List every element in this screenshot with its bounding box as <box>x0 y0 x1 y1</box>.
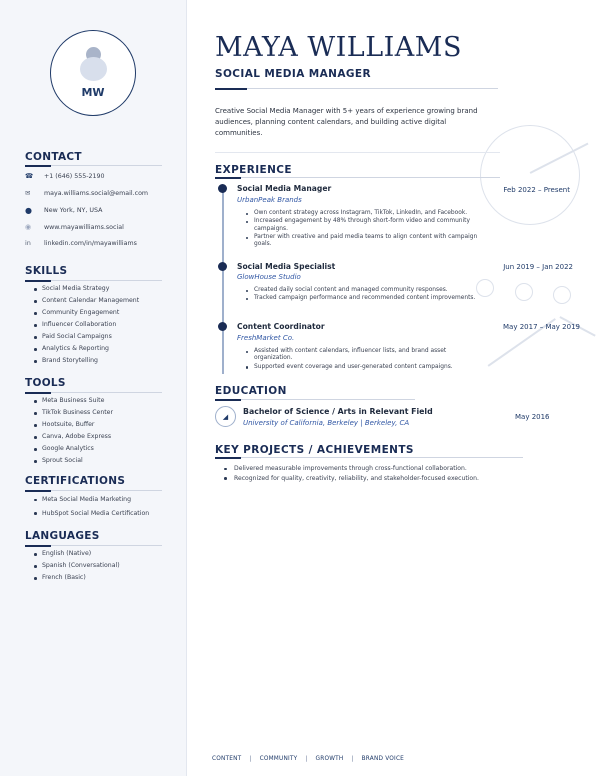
tool-item: Google Analytics <box>34 443 113 455</box>
skill-item: Influencer Collaboration <box>34 319 139 331</box>
contact-heading: CONTACT <box>25 151 82 163</box>
job-dates: Feb 2022 – Present <box>503 186 570 194</box>
language-item: French (Basic) <box>34 572 120 584</box>
footer-separator: | <box>351 756 354 762</box>
contact-linkedin-text[interactable]: linkedin.com/in/mayawilliams <box>44 239 137 247</box>
skill-item: Community Engagement <box>34 307 139 319</box>
job-bullet: Partner with creative and paid media teams to align content with campaign goals. <box>246 234 482 249</box>
timeline-dot <box>218 262 227 271</box>
footer-tag: CONTENT <box>212 756 242 762</box>
project-item: Delivered measurable improvements through cross-functional collaboration. <box>224 464 479 474</box>
profile-summary: Creative Social Media Manager with 5+ years of experience growing brand audiences, planning content calendars, and building active digital communities. <box>215 107 478 137</box>
timeline-dot <box>218 322 227 331</box>
skills-heading: SKILLS <box>25 265 68 277</box>
contact-location <box>25 204 102 216</box>
languages-heading: LANGUAGES <box>25 530 100 542</box>
languages-list <box>34 548 120 584</box>
job-bullet: Assisted with content calendars, influencer lists, and brand asset organization. <box>246 348 482 363</box>
languages-divider <box>25 545 162 546</box>
candidate-title: SOCIAL MEDIA MANAGER <box>215 68 371 80</box>
location-icon: ● <box>25 205 32 215</box>
certifications-divider <box>25 490 162 491</box>
job-bullet: Own content strategy across Instagram, TikTok, LinkedIn, and Facebook. <box>246 210 482 217</box>
contact-divider <box>25 165 162 166</box>
skill-item: Brand Storytelling <box>34 355 139 367</box>
linkedin-icon: in <box>25 239 31 247</box>
experience-heading: EXPERIENCE <box>215 164 292 176</box>
education-degree: Bachelor of Science / Arts in Relevant Field <box>243 407 433 416</box>
experience-timeline <box>222 187 224 374</box>
avatar-body-shape <box>80 57 107 81</box>
contact-phone <box>25 170 105 182</box>
contact-email-text[interactable]: maya.williams.social@email.com <box>44 189 149 197</box>
tool-item: Sprout Social <box>34 455 113 467</box>
job-title: Social Media Manager <box>237 184 332 193</box>
footer-separator: | <box>305 756 308 762</box>
phone-icon: ☎ <box>25 172 34 180</box>
certification-item: Meta Social Media Marketing <box>34 493 149 507</box>
certifications-heading: CERTIFICATIONS <box>25 475 126 487</box>
contact-website-text[interactable]: www.mayawilliams.social <box>44 223 124 231</box>
contact-phone-text: +1 (646) 555-2190 <box>44 172 105 180</box>
job-company: FreshMarket Co. <box>237 334 295 342</box>
skill-item: Analytics & Reporting <box>34 343 139 355</box>
avatar-initials: MW <box>81 86 105 99</box>
experience-divider <box>215 177 500 178</box>
education-divider <box>215 399 415 400</box>
projects-heading: KEY PROJECTS / ACHIEVEMENTS <box>215 444 414 456</box>
tools-divider <box>25 392 162 393</box>
skill-item: Paid Social Campaigns <box>34 331 139 343</box>
avatar <box>50 30 136 116</box>
candidate-name: MAYA WILLIAMS <box>215 32 462 63</box>
graduation-icon: ◢ <box>215 406 236 427</box>
skills-list <box>34 283 139 367</box>
summary-divider <box>215 152 500 153</box>
skill-item: Content Calendar Management <box>34 295 139 307</box>
footer-tags <box>212 756 404 762</box>
education-date: May 2016 <box>515 413 550 421</box>
tool-item: TikTok Business Center <box>34 407 113 419</box>
footer-tag: COMMUNITY <box>259 756 298 762</box>
job-title: Content Coordinator <box>237 322 325 331</box>
tool-item: Canva, Adobe Express <box>34 431 113 443</box>
job-company: UrbanPeak Brands <box>237 196 302 204</box>
footer-tag: GROWTH <box>315 756 344 762</box>
website-icon: ◉ <box>25 223 32 231</box>
language-item: Spanish (Conversational) <box>34 560 120 572</box>
language-item: English (Native) <box>34 548 120 560</box>
job-bullet: Increased engagement by 48% through short-form video and community campaigns. <box>246 218 482 233</box>
skill-item: Social Media Strategy <box>34 283 139 295</box>
job-bullets <box>246 210 482 249</box>
timeline-dot <box>218 184 227 193</box>
job-dates: May 2017 – May 2019 <box>503 323 580 331</box>
skills-divider <box>25 280 162 281</box>
certification-item: HubSpot Social Media Certification <box>34 507 149 521</box>
job-bullets <box>246 348 482 372</box>
job-bullet: Tracked campaign performance and recommended content improvements. <box>246 295 482 302</box>
contact-website[interactable] <box>25 221 124 233</box>
tools-list <box>34 395 113 467</box>
decorative-circle-large <box>480 125 580 225</box>
projects-list <box>224 464 479 483</box>
job-dates: Jun 2019 – Jan 2022 <box>503 263 573 271</box>
tool-item: Meta Business Suite <box>34 395 113 407</box>
footer-separator: | <box>249 756 252 762</box>
job-bullet: Created daily social content and managed community responses. <box>246 287 482 294</box>
job-company: GlowHouse Studio <box>237 273 301 281</box>
contact-location-text: New York, NY, USA <box>44 206 103 214</box>
tools-heading: TOOLS <box>25 377 66 389</box>
certifications-list <box>34 493 149 520</box>
footer-tag: BRAND VOICE <box>361 756 405 762</box>
job-title: Social Media Specialist <box>237 262 336 271</box>
contact-linkedin[interactable] <box>25 237 137 249</box>
decorative-circle-small <box>553 286 571 304</box>
decorative-circle-small <box>515 283 533 301</box>
job-bullets <box>246 287 482 303</box>
project-item: Recognized for quality, creativity, reliability, and stakeholder-focused execution. <box>224 474 479 484</box>
email-icon: ✉ <box>25 189 31 197</box>
contact-email[interactable] <box>25 187 148 199</box>
projects-divider <box>215 457 523 458</box>
job-bullet: Supported event coverage and user-generated content campaigns. <box>246 364 482 371</box>
tool-item: Hootsuite, Buffer <box>34 419 113 431</box>
education-heading: EDUCATION <box>215 385 287 397</box>
title-divider <box>215 88 498 89</box>
education-school: University of California, Berkeley | Berkeley, CA <box>243 419 410 427</box>
